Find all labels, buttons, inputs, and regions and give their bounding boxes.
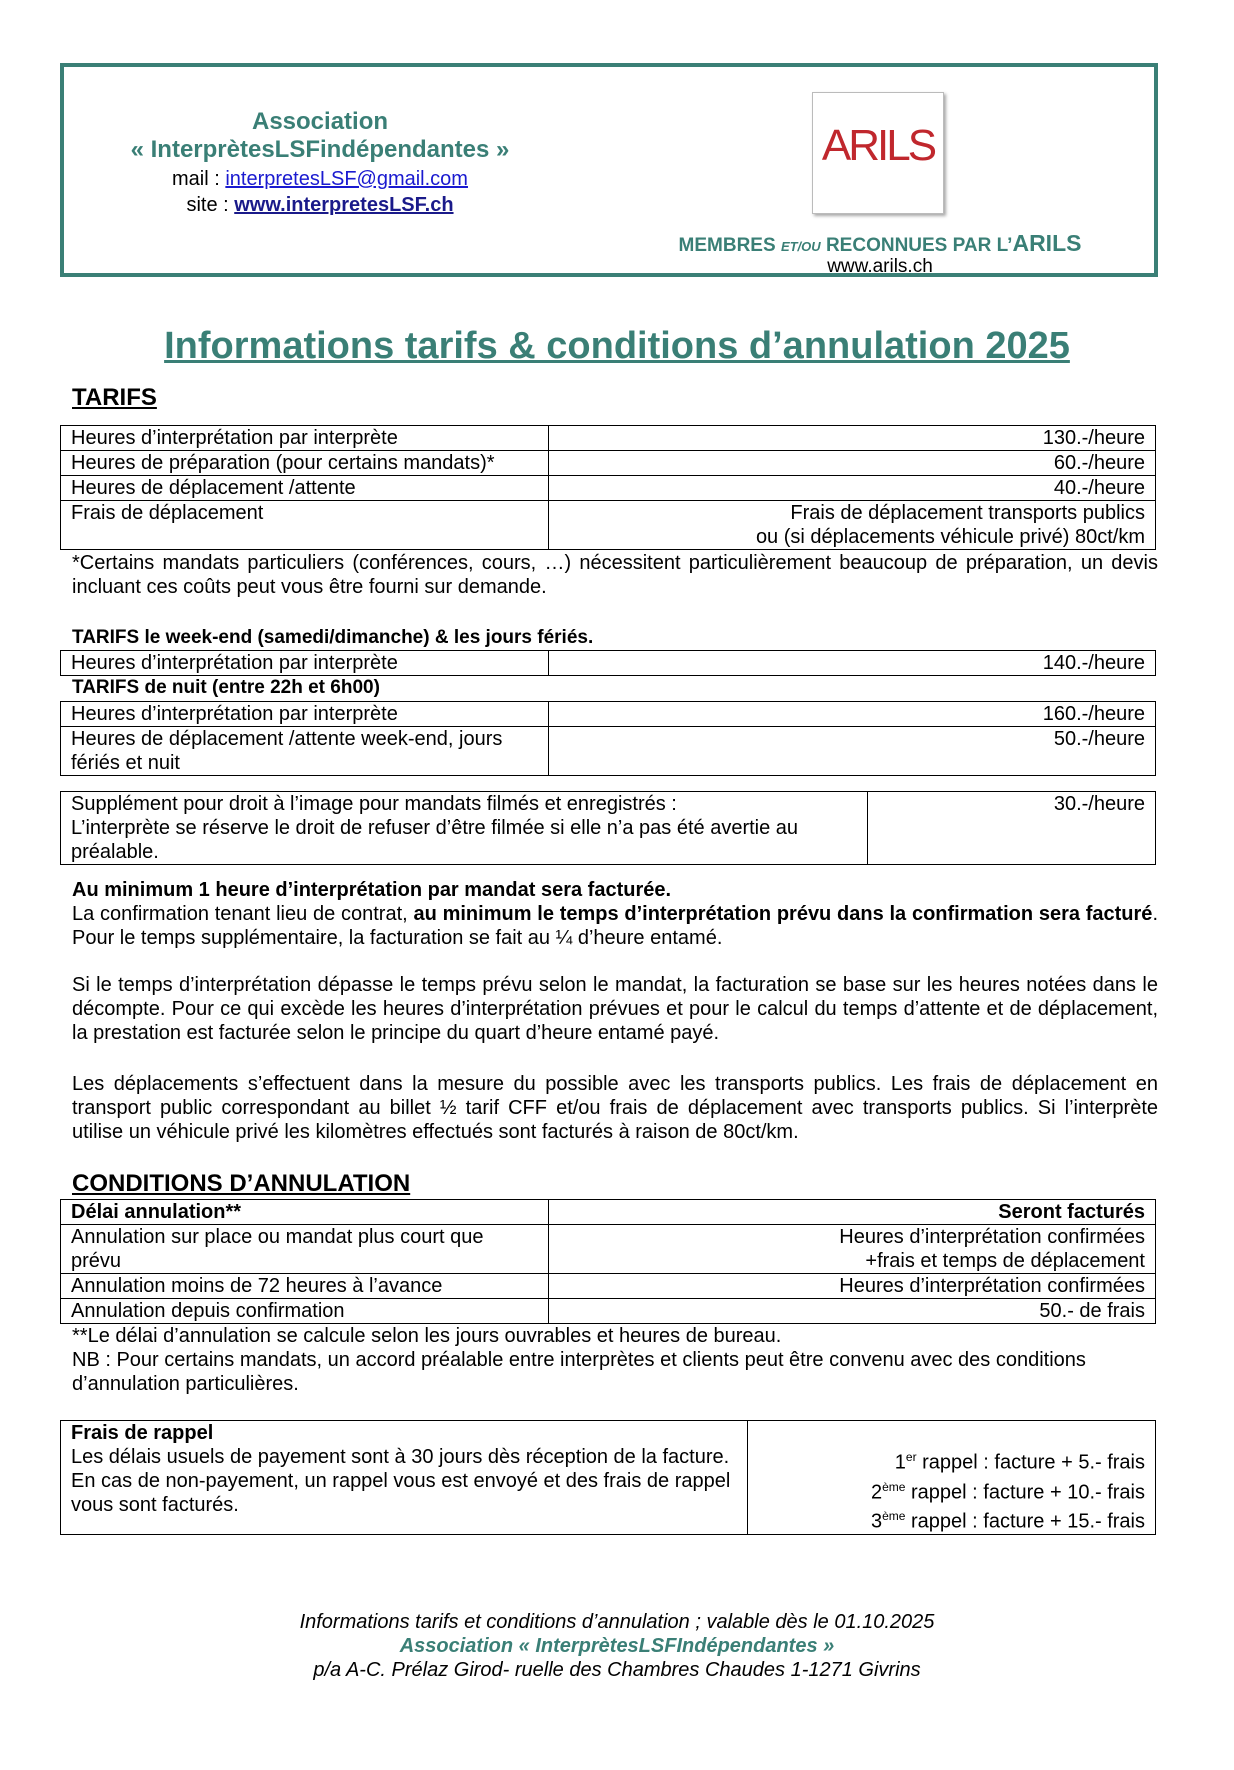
table-row <box>61 727 1156 776</box>
supplement-line-1: Supplément pour droit à l’image pour mandats filmés et enregistrés : <box>71 793 677 815</box>
table-row <box>61 501 1156 550</box>
reminder-line-2 <box>758 1475 1145 1505</box>
table-header-cell: Seront facturés <box>548 1200 1155 1225</box>
supplement-table <box>60 791 1156 865</box>
table-cell-value: 50.-/heure <box>548 727 1155 776</box>
table-row <box>61 426 1156 451</box>
reminder-2-number: 2 <box>870 1481 883 1504</box>
association-line-1: Association <box>251 108 389 135</box>
members-text-1: MEMBRES <box>678 235 781 256</box>
reminder-heading: Frais de rappel <box>71 1422 214 1444</box>
reminder-1-suffix: er <box>905 1450 917 1464</box>
footer-association: Association « InterprètesLSFIndépendantes » <box>399 1635 835 1657</box>
weekend-table <box>60 650 1156 676</box>
billing-p1-start: La confirmation tenant lieu de contrat, <box>72 903 414 925</box>
association-mail <box>110 166 530 192</box>
site-label: site : <box>186 194 235 216</box>
members-line <box>560 230 1200 257</box>
night-table <box>60 701 1156 776</box>
night-heading: TARIFS de nuit (entre 22h et 6h00) <box>72 677 380 698</box>
table-cell-value <box>548 501 1155 550</box>
cancellation-value-line-1: Heures d’interprétation confirmées <box>839 1226 1145 1248</box>
table-cell-label: Heures de préparation (pour certains mandats)* <box>61 451 549 476</box>
page-title: Informations tarifs & conditions d’annulation 2025 <box>164 325 1070 367</box>
arils-logo-text: ARILS <box>821 121 935 170</box>
cancellation-heading: CONDITIONS D’ANNULATION <box>72 1170 411 1197</box>
table-cell-value <box>548 1225 1155 1274</box>
table-cell-value: Heures d’interprétation confirmées <box>548 1274 1155 1299</box>
table-row <box>61 702 1156 727</box>
table-cell-label: Annulation moins de 72 heures à l’avance <box>61 1274 549 1299</box>
arils-logo <box>812 92 944 214</box>
association-line-2: « InterprètesLSFindépendantes » <box>130 136 510 163</box>
table-cell-label: Heures d’interprétation par interprète <box>61 426 549 451</box>
table-cell-label: Heures d’interprétation par interprète <box>61 651 549 676</box>
cancellation-value-line-2: +frais et temps de déplacement <box>865 1250 1145 1272</box>
table-row <box>61 476 1156 501</box>
reminder-3-suffix: ème <box>882 1509 906 1524</box>
reminder-3-text: rappel : facture + 15.- frais <box>905 1510 1145 1533</box>
billing-paragraph-1 <box>72 902 1158 950</box>
reminder-2-suffix: ème <box>882 1479 906 1494</box>
travel-cost-line-2: ou (si déplacements véhicule privé) 80ct/km <box>755 526 1145 548</box>
reminder-table <box>60 1420 1156 1535</box>
table-row <box>61 792 1156 865</box>
reminder-1-number: 1 <box>894 1451 906 1474</box>
reminder-text: Les délais usuels de payement sont à 30 jours dès réception de la facture. En cas de non-payement, un rappel vous est envoyé et des frais de rappel vous sont facturés. <box>71 1446 731 1516</box>
reminder-line-1 <box>758 1445 1145 1475</box>
table-cell-value: 160.-/heure <box>548 702 1155 727</box>
table-cell-label: Frais de déplacement <box>61 501 549 550</box>
arils-url[interactable]: www.arils.ch <box>827 256 933 277</box>
table-cell-value: 130.-/heure <box>548 426 1155 451</box>
tarifs-table <box>60 425 1156 550</box>
billing-block <box>72 878 1158 950</box>
weekend-heading: TARIFS le week-end (samedi/dimanche) & les jours fériés. <box>72 627 594 648</box>
cancellation-note-1: **Le délai d’annulation se calcule selon les jours ouvrables et heures de bureau. <box>72 1325 782 1347</box>
reminder-line-3 <box>758 1504 1145 1534</box>
reminder-2-text: rappel : facture + 10.- frais <box>905 1481 1145 1504</box>
table-row <box>61 1225 1156 1274</box>
tarifs-note: *Certains mandats particuliers (conférences, cours, …) nécessitent particulièrement beaucoup de préparation, un devis incluant ces coûts peut vous être fourni sur demande. <box>72 552 1158 598</box>
footer-address: p/a A-C. Prélaz Girod- ruelle des Chambres Chaudes 1-1271 Givrins <box>313 1659 921 1681</box>
association-name <box>110 108 530 164</box>
table-row <box>61 451 1156 476</box>
cancellation-note-2: NB : Pour certains mandats, un accord préalable entre interprètes et clients peut être convenu avec des conditions d’annulation particulières. <box>72 1349 1086 1395</box>
reminder-1-text: rappel : facture + 5.- frais <box>916 1451 1145 1474</box>
tarifs-heading: TARIFS <box>72 384 157 411</box>
travel-cost-line-1: Frais de déplacement transports publics <box>790 502 1145 524</box>
billing-paragraph-3: Les déplacements s’effectuent dans la mesure du possible avec les transports publics. Les frais de déplacement en transport public correspondant au billet ½ tarif CFF et/ou frais de déplacement avec transports publics. Si l’interprète utilise un véhicule privé les kilomètres effectués sont facturés à raison de 80ct/km. <box>72 1073 1158 1143</box>
table-cell-label: Annulation depuis confirmation <box>61 1299 549 1324</box>
table-row <box>61 1274 1156 1299</box>
table-header-cell: Délai annulation** <box>61 1200 549 1225</box>
table-cell-value: 50.- de frais <box>548 1299 1155 1324</box>
table-cell-value: 40.-/heure <box>548 476 1155 501</box>
table-cell-value: 60.-/heure <box>548 451 1155 476</box>
mail-link[interactable]: interpretesLSF@gmail.com <box>225 168 468 190</box>
table-cell-label: Heures de déplacement /attente <box>61 476 549 501</box>
association-site <box>110 192 530 218</box>
footer-line-1: Informations tarifs et conditions d’annulation ; valable dès le 01.10.2025 <box>299 1611 935 1633</box>
supplement-line-2: L’interprète se réserve le droit de refuser d’être filmée si elle n’a pas été avertie au préalable. <box>71 817 799 863</box>
mail-label: mail : <box>172 168 226 190</box>
billing-paragraph-2: Si le temps d’interprétation dépasse le temps prévu selon le mandat, la facturation se base sur les heures notées dans le décompte. Pour ce qui excède les heures d’interprétation prévues et pour le calcul du temps d’attente et de déplacement, la prestation est facturée selon le principe du quart d’heure entamé payé. <box>72 974 1158 1044</box>
table-cell-value <box>748 1421 1156 1535</box>
billing-p1-bold: au minimum le temps d’interprétation prévu dans la confirmation sera facturé <box>413 903 1153 925</box>
members-text-2: RECONNUES PAR L’ <box>820 235 1013 256</box>
table-cell-label <box>61 792 868 865</box>
table-row <box>61 651 1156 676</box>
billing-p1-end: . Pour le temps supplémentaire, la facturation se fait au ¼ d’heure entamé. <box>72 903 1158 949</box>
table-cell-label <box>61 1421 748 1535</box>
footer <box>60 1610 1174 1682</box>
table-cell-label: Heures de déplacement /attente week-end, jours fériés et nuit <box>61 727 549 776</box>
billing-minimum: Au minimum 1 heure d’interprétation par mandat sera facturée. <box>72 879 672 901</box>
table-cell-label: Annulation sur place ou mandat plus court que prévu <box>61 1225 549 1274</box>
members-text-arils: ARILS <box>1012 230 1082 256</box>
reminder-3-number: 3 <box>870 1510 883 1533</box>
table-header-row <box>61 1200 1156 1225</box>
site-link[interactable]: www.interpretesLSF.ch <box>234 194 454 216</box>
table-cell-label: Heures d’interprétation par interprète <box>61 702 549 727</box>
table-cell-value: 30.-/heure <box>868 792 1156 865</box>
table-cell-value: 140.-/heure <box>548 651 1155 676</box>
cancellation-table <box>60 1199 1156 1324</box>
table-row <box>61 1421 1156 1535</box>
cancellation-notes <box>72 1324 1158 1396</box>
table-row <box>61 1299 1156 1324</box>
members-text-small: ET/OU <box>780 239 821 254</box>
